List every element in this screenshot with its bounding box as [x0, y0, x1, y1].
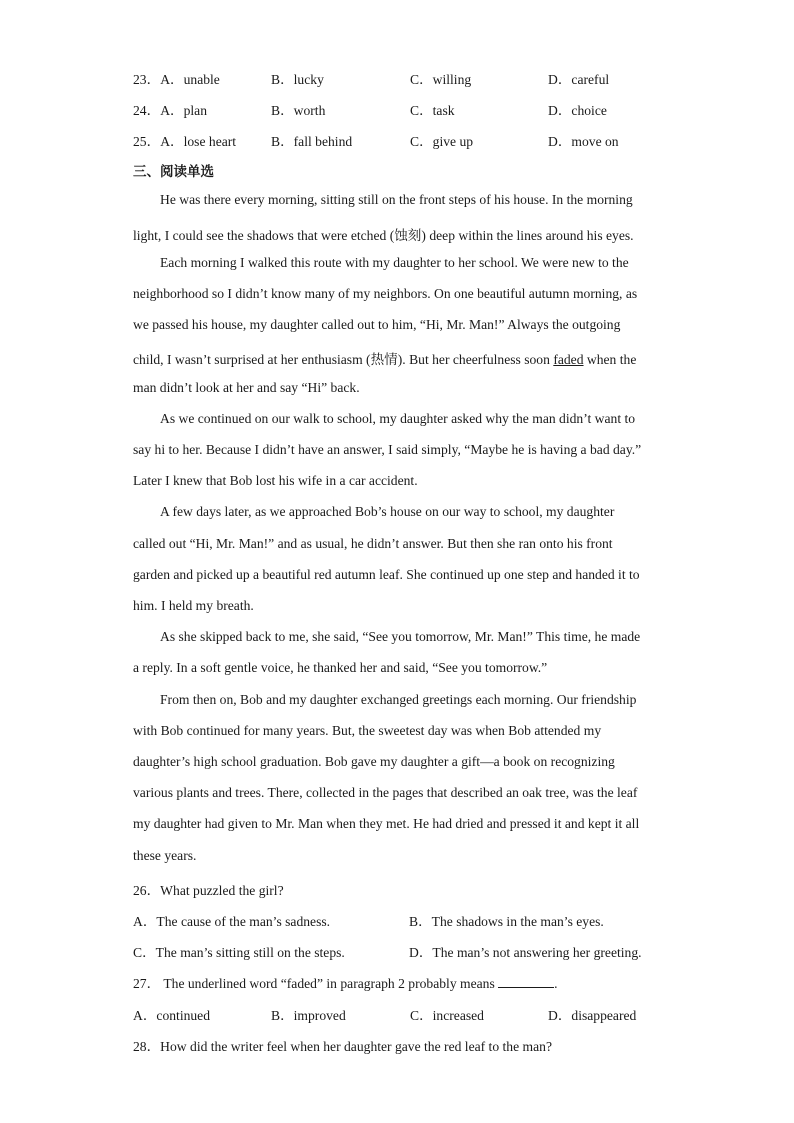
question-25	[133, 130, 663, 150]
question-24	[133, 99, 663, 119]
q27-option-c[interactable]: C．increased	[410, 1008, 484, 1023]
passage-line: daughter’s high school graduation. Bob gave my daughter a gift—a book on recognizing	[133, 754, 615, 769]
passage-line: From then on, Bob and my daughter exchanged greetings each morning. Our friendship	[160, 692, 637, 707]
passage-line: say hi to her. Because I didn’t have an answer, I said simply, “Maybe he is having a bad day.”	[133, 442, 642, 457]
passage-line: these years.	[133, 848, 197, 863]
underlined-word: faded	[553, 352, 584, 367]
question-26-options-row2	[133, 941, 663, 961]
q24-option-b[interactable]: B．worth	[271, 103, 326, 118]
passage-line: light, I could see the shadows that were etched (蚀刻) deep within the lines around his eyes.	[133, 228, 634, 243]
passage-line: He was there every morning, sitting still on the front steps of his house. In the morning	[160, 192, 633, 207]
question-28-stem: 28．How did the writer feel when her daughter gave the red leaf to the man?	[133, 1039, 552, 1054]
q27-option-d[interactable]: D．disappeared	[548, 1008, 637, 1023]
passage-line: man didn’t look at her and say “Hi” back.	[133, 380, 360, 395]
question-23	[133, 68, 663, 88]
q24-option-a[interactable]: 24．A．plan	[133, 103, 208, 118]
q25-option-d[interactable]: D．move on	[548, 134, 619, 149]
passage-line: my daughter had given to Mr. Man when they met. He had dried and pressed it and kept it all	[133, 816, 640, 831]
q25-option-a[interactable]: 25．A．lose heart	[133, 134, 237, 149]
passage-line: Each morning I walked this route with my daughter to her school. We were new to the	[160, 255, 629, 270]
q24-option-c[interactable]: C．task	[410, 103, 455, 118]
q27-option-a[interactable]: A．continued	[133, 1008, 211, 1023]
q26-option-d[interactable]: D．The man’s not answering her greeting.	[409, 945, 642, 960]
q25-option-c[interactable]: C．give up	[410, 134, 474, 149]
question-26-stem: 26．What puzzled the girl?	[133, 883, 284, 898]
q27-option-b[interactable]: B．improved	[271, 1008, 346, 1023]
passage-line: As we continued on our walk to school, my daughter asked why the man didn’t want to	[160, 411, 636, 426]
q23-option-b[interactable]: B．lucky	[271, 72, 324, 87]
question-26-options-row1	[133, 910, 663, 930]
passage-line: him. I held my breath.	[133, 598, 254, 613]
passage-line: with Bob continued for many years. But, the sweetest day was when Bob attended my	[133, 723, 602, 738]
answer-blank	[498, 975, 554, 988]
q23-option-c[interactable]: C．willing	[410, 72, 472, 87]
q26-option-c[interactable]: C．The man’s sitting still on the steps.	[133, 945, 345, 960]
q24-option-d[interactable]: D．choice	[548, 103, 607, 118]
section-heading: 三、阅读单选	[133, 164, 214, 180]
q23-option-a[interactable]: 23．A．unable	[133, 72, 220, 87]
q26-option-a[interactable]: A．The cause of the man’s sadness.	[133, 914, 331, 929]
passage-line: child, I wasn’t surprised at her enthusiasm (热情). But her cheerfulness soon faded when the	[133, 352, 637, 367]
q23-option-d[interactable]: D．careful	[548, 72, 610, 87]
passage-line: various plants and trees. There, collected in the pages that described an oak tree, was the leaf	[133, 785, 638, 800]
q26-option-b[interactable]: B．The shadows in the man’s eyes.	[409, 914, 604, 929]
passage-line: called out “Hi, Mr. Man!” and as usual, he didn’t answer. But then she ran onto his front	[133, 536, 613, 551]
passage-line: we passed his house, my daughter called out to him, “Hi, Mr. Man!” Always the outgoing	[133, 317, 621, 332]
passage-line: A few days later, as we approached Bob’s house on our way to school, my daughter	[160, 504, 615, 519]
passage-line: neighborhood so I didn’t know many of my neighbors. On one beautiful autumn morning, as	[133, 286, 638, 301]
passage-line: a reply. In a soft gentle voice, he thanked her and said, “See you tomorrow.”	[133, 660, 548, 675]
passage-line: Later I knew that Bob lost his wife in a car accident.	[133, 473, 418, 488]
passage-line: garden and picked up a beautiful red autumn leaf. She continued up one step and handed it to	[133, 567, 640, 582]
passage-line: As she skipped back to me, she said, “See you tomorrow, Mr. Man!” This time, he made	[160, 629, 641, 644]
question-27-stem: 27． The underlined word “faded” in paragraph 2 probably means .	[133, 976, 558, 991]
question-27-options	[133, 1004, 663, 1024]
q25-option-b[interactable]: B．fall behind	[271, 134, 353, 149]
